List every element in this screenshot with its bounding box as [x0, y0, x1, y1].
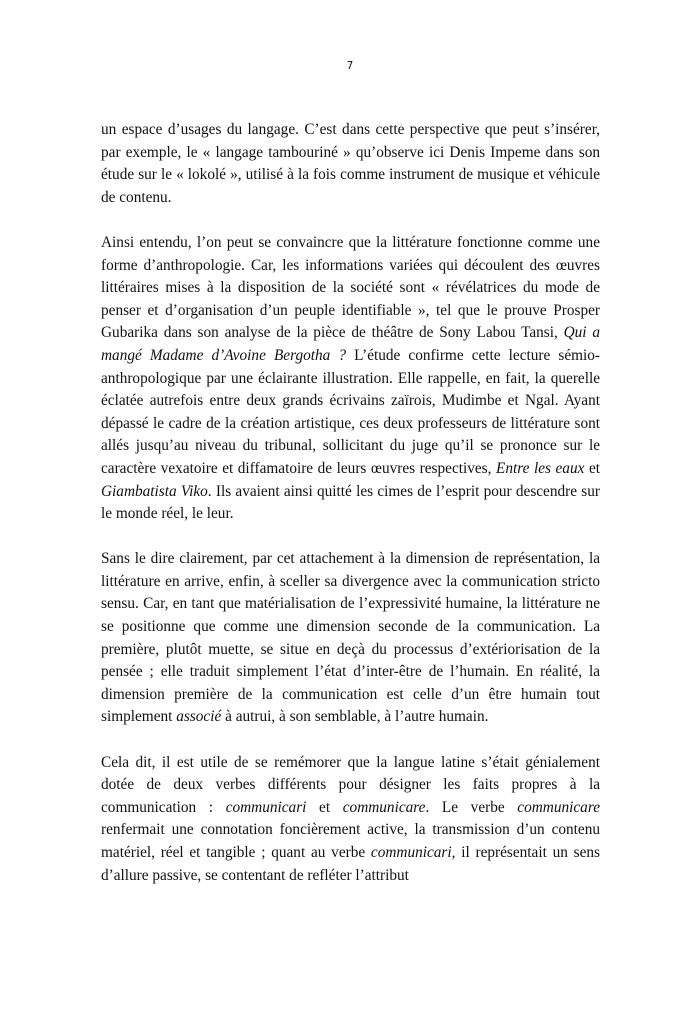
italic-communicari-2: communicari, [370, 844, 456, 861]
title-entre-les-eaux: Entre les eaux [496, 459, 585, 477]
page-number: 7 [346, 60, 354, 72]
text-run: Sans le dire clairement, par cet attachement à la dimension de représentation, la littérature en arrive, enfin, à sceller sa divergence avec la communication stricto sensu. Car, en tant que matérialisation de l’expressivité humaine, la littérature ne se positionne que comme une dimension seconde de la communication. La première, plutôt muette, se situe en deçà du processus d’extériorisation de la pensée ; elle traduit simplement l’état d’inter-être de l’humain. En réalité, la dimension première de la communication est celle d’un être humain tout simplement [101, 550, 600, 726]
italic-communicare-2: communicare [517, 798, 600, 816]
paragraph-2 [101, 232, 600, 526]
text-run: Cela dit, il est utile de se remémorer que la langue latine s’était génialement dotée de deux verbes différents pour désigner les faits propres à la communication : [101, 753, 600, 816]
text-run: renfermait une connotation foncièrement active, la transmission d’un contenu matériel, réel et tangible ; quant au verbe [101, 821, 600, 861]
title-giambatista-viko: Giambatista Viko [101, 482, 208, 500]
text-run: il représentait un sens d’allure passive, se contentant de refléter l’attribut [101, 844, 600, 884]
title-play: Qui a mangé Madame d’Avoine Bergotha ? [101, 324, 600, 364]
text-run: à autrui, à son semblable, à l’autre humain. [221, 708, 489, 726]
text-run: L’étude confirme cette lecture sémio-anthropologique par une éclairante illustration. Elle rappelle, en fait, la querelle éclatée autrefois entre deux grands écrivains zaïrois, Mudimbe et Ngal. Ayant dépassé le cadre de la création artistique, ces deux professeurs de littérature sont allés jusqu’au niveau du tribunal, sollicitant du juge qu’il se prononce sur le caractère vexatoire et diffamatoire de leurs œuvres respectives, [101, 346, 601, 477]
italic-communicari: communicari [225, 798, 307, 816]
text-run: . Ils avaient ainsi quitté les cimes de l’esprit pour descendre sur le monde réel, le leur. [101, 482, 600, 523]
paragraph-3 [101, 548, 600, 729]
italic-communicare: communicare [342, 798, 426, 816]
body-text [101, 119, 600, 910]
paragraph-4 [101, 752, 600, 888]
text-run: Ainsi entendu, l’on peut se convaincre que la littérature fonctionne comme une forme d’anthropologie. Car, les informations variées qui découlent des œuvres littéraires mises à la disposition de la société sont « révélatrices du mode de penser et d’organisation d’un peuple identifiable », tel que le prouve Prosper Gubarika dans son analyse de la pièce de théâtre de Sony Labou Tansi, [101, 233, 600, 342]
text-run: un espace d’usages du langage. C’est dans cette perspective que peut s’insérer, par exemple, le « langage tambouriné » qu’observe ici Denis Impeme dans son étude sur le « lokolé », utilisé à la fois comme instrument de musique et véhicule de contenu. [101, 121, 600, 206]
paragraph-1 [101, 119, 600, 209]
text-run: et [584, 459, 600, 477]
text-run: et [306, 798, 343, 816]
italic-associe: associé [176, 708, 222, 726]
text-run: . Le verbe [425, 798, 518, 816]
